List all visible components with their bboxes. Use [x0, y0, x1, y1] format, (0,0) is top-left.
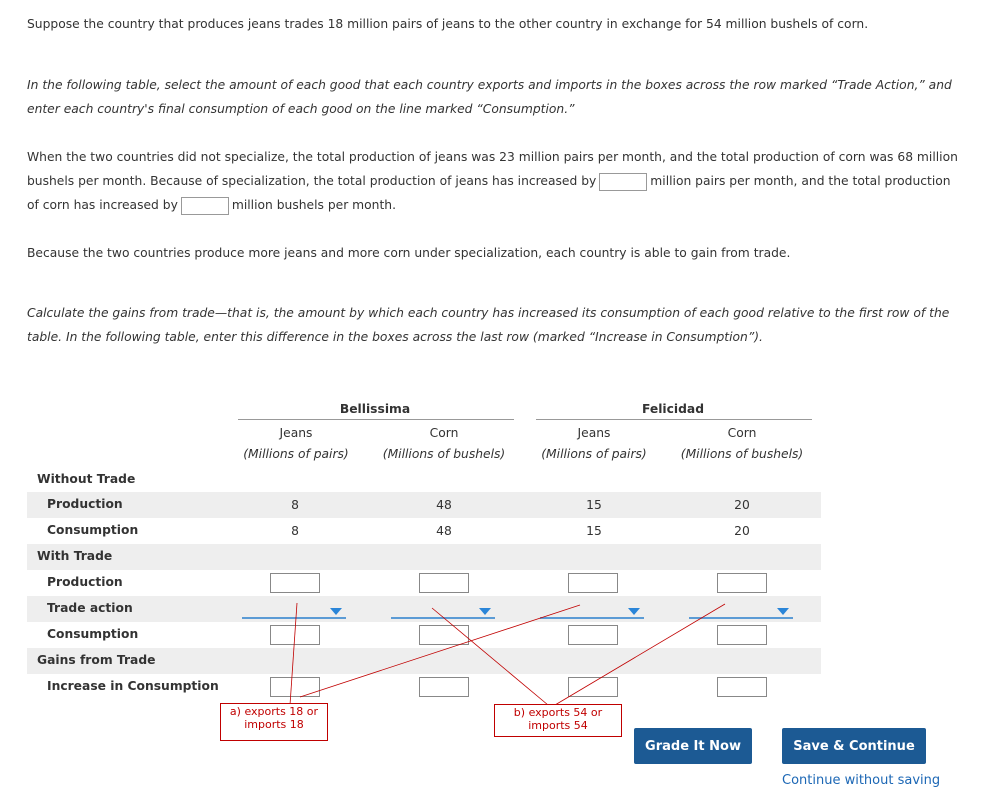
grade-it-now-button[interactable]: Grade It Now	[634, 728, 752, 764]
gain-statement: Because the two countries produce more jeans and more corn under specialization, each country is able to gain from trade.	[27, 246, 791, 260]
cell-value: 15	[586, 524, 602, 538]
row-label: Trade action	[47, 601, 133, 615]
cell-value: 15	[586, 498, 602, 512]
question-intro: Suppose the country that produces jeans trades 18 million pairs of jeans to the other country in exchange for 54 million bushels of corn.	[27, 17, 869, 31]
cell-value: 48	[436, 498, 452, 512]
row-label: Increase in Consumption	[47, 679, 219, 693]
row-label: Consumption	[47, 627, 139, 641]
gains-instruction: Calculate the gains from trade—that is, the amount by which each country has increased its consumption of each good relative to the first row of the table. In the following table, enter this difference in the boxes across the last row (marked “Increase in Consumption”).	[27, 306, 950, 344]
section-label: With Trade	[37, 549, 113, 563]
cell-value: 8	[291, 498, 299, 512]
col-head-good: Corn	[429, 426, 459, 440]
col-head-good: Jeans	[279, 426, 313, 440]
col-unit: (Millions of pairs)	[541, 447, 647, 461]
row-label: Consumption	[47, 523, 139, 537]
country-felicidad: Felicidad	[641, 402, 705, 416]
continue-without-saving-link[interactable]: Continue without saving	[782, 773, 941, 788]
specialization-text-a: When the two countries did not specialize, the total production of jeans was 23 million pairs per month, and the total production of corn was 68 million bushels per month. Because of specialization, the total production of jeans has increased by	[27, 150, 958, 188]
col-head-good: Corn	[727, 426, 757, 440]
cell-value: 20	[734, 498, 750, 512]
section-label: Gains from Trade	[37, 653, 156, 667]
col-head-good: Jeans	[577, 426, 611, 440]
section-label: Without Trade	[37, 472, 136, 486]
save-continue-button[interactable]: Save & Continue	[782, 728, 926, 764]
specialization-text-c: million bushels per month.	[231, 198, 396, 212]
cell-value: 20	[734, 524, 750, 538]
annotation-b: b) exports 54 or imports 54	[494, 704, 622, 737]
country-bellissima: Bellissima	[339, 402, 411, 416]
row-label: Production	[47, 497, 123, 511]
table-instruction: In the following table, select the amount of each good that each country exports and imports in the boxes across the row marked “Trade Action,” and enter each country's final consumption of each good on the line marked “Consumption.”	[27, 78, 952, 116]
col-unit: (Millions of bushels)	[680, 447, 804, 461]
row-label: Production	[47, 575, 123, 589]
col-unit: (Millions of bushels)	[382, 447, 506, 461]
cell-value: 48	[436, 524, 452, 538]
col-unit: (Millions of pairs)	[243, 447, 349, 461]
annotation-a: a) exports 18 or imports 18	[220, 703, 328, 741]
specialization-text-b: million pairs per month, and the total production of corn has increased by	[27, 174, 951, 212]
cell-value: 8	[291, 524, 299, 538]
